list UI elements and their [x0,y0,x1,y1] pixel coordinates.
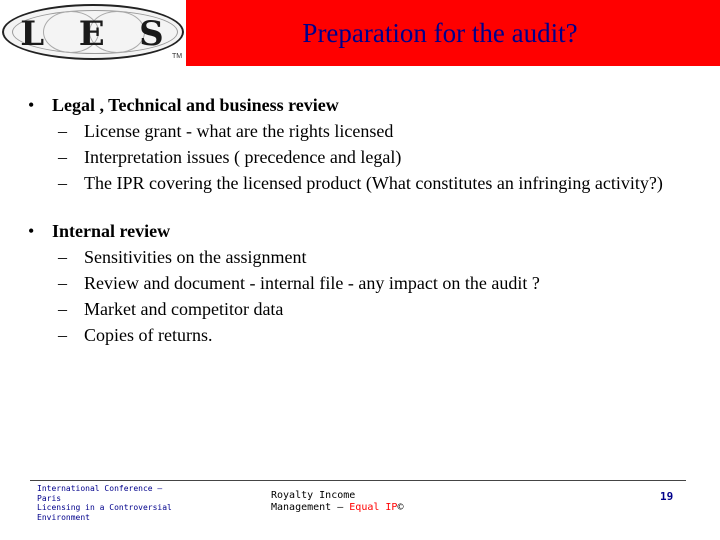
sub-bullet-text: Market and competitor data [84,299,284,319]
footer-conference [37,484,187,522]
sub-bullet-marker: – [58,121,67,141]
bullet-text: Legal , Technical and business review [52,95,339,115]
sub-bullet-text: Review and document - internal file - any impact on the audit ? [84,273,540,293]
sub-bullet-text: Sensitivities on the assignment [84,247,307,267]
logo-letter: S [139,14,166,54]
bullet-item [28,92,688,196]
sub-bullet [28,322,688,348]
sub-bullet-marker: – [58,273,67,293]
sub-bullet [28,296,688,322]
sub-bullet [28,118,688,144]
footer-company-line1: Royalty Income [271,490,356,501]
sub-bullet [28,270,688,296]
footer-company-prefix: Management – [271,502,350,513]
logo-letter: E [78,14,107,54]
logo-ellipse [2,4,184,60]
footer-conference-line: Licensing in a Controversial [37,503,172,512]
sub-bullet-marker: – [58,325,67,345]
bullet-heading [28,218,688,244]
logo-letters [4,14,182,54]
sub-bullet [28,144,688,170]
sub-bullet [28,170,688,196]
bullet-text: Internal review [52,221,171,241]
footer-divider [30,480,686,481]
header-bar [0,0,720,66]
bullet-marker: • [28,221,35,241]
sub-bullet-text: The IPR covering the licensed product (What constitutes an infringing activity?) [84,173,663,193]
footer-copyright: © [397,502,404,513]
les-logo [0,0,186,66]
logo-letter: L [20,14,47,54]
sub-bullet-marker: – [58,247,67,267]
trademark-mark: TM [172,53,183,60]
page-number: 19 [660,490,674,503]
footer-company-accent: Equal IP [349,502,398,513]
footer-conference-line: Environment [37,512,90,522]
footer-company-line2 [271,502,471,514]
sub-bullet-text: Copies of returns. [84,325,213,345]
bullet-marker: • [28,95,35,115]
sub-bullet-marker: – [58,173,67,193]
footer-company [271,490,471,514]
bullet-item [28,218,688,348]
slide-content [28,92,688,370]
sub-bullet-marker: – [58,299,67,319]
sub-bullet-marker: – [58,147,67,167]
sub-bullet-text: Interpretation issues ( precedence and legal) [84,147,402,167]
sub-bullet [28,244,688,270]
slide-title: Preparation for the audit? [302,18,578,48]
footer-conference-line: Paris [37,493,62,503]
bullet-heading [28,92,688,118]
sub-bullet-text: License grant - what are the rights licensed [84,121,394,141]
footer-conference-line: International Conference – [37,484,163,493]
